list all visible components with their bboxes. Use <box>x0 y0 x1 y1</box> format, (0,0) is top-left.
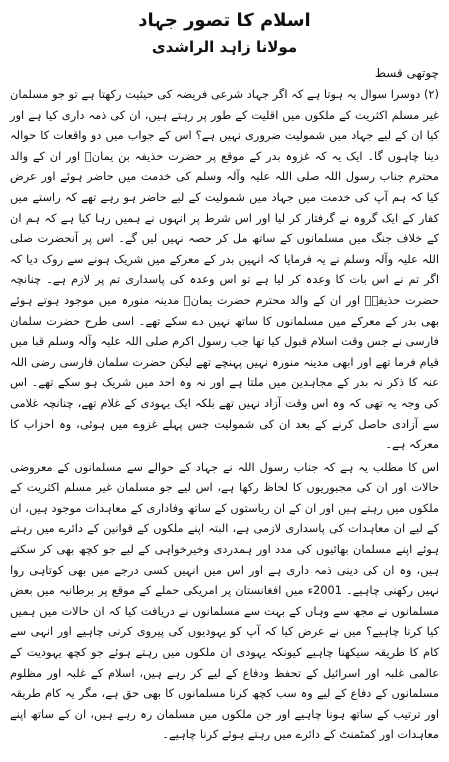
article-author: مولانا زاہد الراشدی <box>151 38 298 56</box>
paragraph-2: اس کا مطلب یہ ہے کہ جناب رسول اللہ نے جہاد کے حوالے سے مسلمانوں کے معروضی حالات اور ان کی مجبوریوں کا لحاظ رکھا ہے، اس لیے جو مسلمان غیر مسلم اکثریت کے ملکوں میں رہتے ہیں اور ان کے ان ریاستوں کے ساتھ وفاداری کے معاہدات موجود ہیں، ان کے لیے ان معاہدات کی پاسداری لازمی ہے، البتہ اپنے ملکوں کے قوانین کے دائرے میں رہتے ہوئے اپنے مسلمان بھائیوں کی مدد اور ہمدردی وخیرخواہی کے لیے جو کچھ بھی کر سکتے ہیں، وہ ان کی دینی ذمہ داری ہے اور اس میں انہیں کسی درجے میں بھی کوتاہی روا نہیں رکھنی چاہیے۔ 2001ء میں افغانستان پر امریکی حملے کے موقع پر برطانیہ میں بعض مسلمانوں نے مجھ سے وہاں کے بہت سے مسلمانوں نے دریافت کیا کہ ان حالات میں ہمیں کیا کرنا چاہیے؟ میں نے عرض کیا کہ آپ کو یہودیوں کی پیروی کرنی چاہیے اور انہی سے کام کا طریقہ سیکھنا چاہیے کیونکہ یہودی ان ملکوں میں رہتے ہوئے جو کچھ یہودیت کے عالمی غلبہ اور اسرائیل کے تحفظ ودفاع کے لیے کر رہے ہیں، اسلام کے غلبہ اور مظلوم مسلمانوں کے دفاع کے لیے وہ سب کچھ کرنا مسلمانوں کا بھی حق ہے، مگر یہ کام طریقہ اور ترتیب کے ساتھ ہونا چاہیے اور جن ملکوں میں مسلمان رہ رہے ہیں، ان کے ساتھ اپنے معاہدات اور کمٹمنٹ کے دائرے میں رہتے ہوئے کرنا چاہیے۔ <box>10 459 439 742</box>
paragraph-1: (۲) دوسرا سوال یہ ہوتا ہے کہ اگر جہاد شرعی فریضہ کی حیثیت رکھتا ہے تو جو مسلمان غیر مسلم اکثریت کے ملکوں میں اقلیت کے طور پر رہتے ہیں، ان کی ذمہ داری کیا ہے اور کیا ان کے لیے جہاد میں شمولیت ضروری نہیں ہے؟ اس کے جواب میں دو واقعات کا حوالہ دینا چاہوں گا۔ ایک یہ کہ غزوہ بدر کے موقع پر حضرت حذیفہ بن یمانؓ اور ان کے والد محترم جناب رسول اللہ صلی اللہ علیہ وآلہ وسلم کی خدمت میں حاضر ہوئے اور عرض کیا کہ ہم آپ کی خدمت میں جہاد میں شمولیت کے لیے حاضر ہو رہے تھے کہ راستے میں کفار کے ایک گروہ نے گرفتار کر لیا اور اس شرط پر انہوں نے ہمیں رہا کیا ہے کہ ہم ان کے خلاف جنگ میں مسلمانوں کے ساتھ مل کر حصہ نہیں لیں گے۔ اس پر آنحضرت صلی اللہ علیہ وآلہ وسلم نے یہ فرمایا کہ انہیں بدر کے معرکے میں شریک ہونے سے روک دیا کہ اگر تم نے اس بات کا وعدہ کر لیا ہے تو اس وعدہ کی پاسداری تم پر لازم ہے۔ چنانچہ حضرت حذیفہؓ اور ان کے والد محترم حضرت یمانؓ مدینہ منورہ میں موجود ہوتے ہوئے بھی بدر کے معرکے میں مسلمانوں کا ساتھ نہیں دے سکے تھے۔ اسی طرح حضرت سلمان فارسی نے جس وقت اسلام قبول کیا تھا جب رسول اکرم صلی اللہ علیہ وآلہ وسلم قبا میں قیام فرما تھے اور ابھی مدینہ منورہ نہیں پہنچے تھے لیکن حضرت سلمان فارسی رضی اللہ عنہ کا ذکر نہ بدر کے مجاہدین میں ملتا ہے اور نہ وہ احد میں شریک ہو سکے تھے۔ اس کی وجہ یہ تھی کہ وہ اس وقت آزاد نہیں تھے بلکہ ایک یہودی کے غلام تھے، چنانچہ غلامی سے آزادی حاصل کرنے کے بعد ان کی شمولیت جس پہلے غزوے میں ہوئی، وہ احزاب کا معرکہ ہے۔ <box>10 87 439 452</box>
article-title: اسلام کا تصور جہاد <box>138 10 311 31</box>
installment-label: چوتھی قسط <box>374 66 439 80</box>
